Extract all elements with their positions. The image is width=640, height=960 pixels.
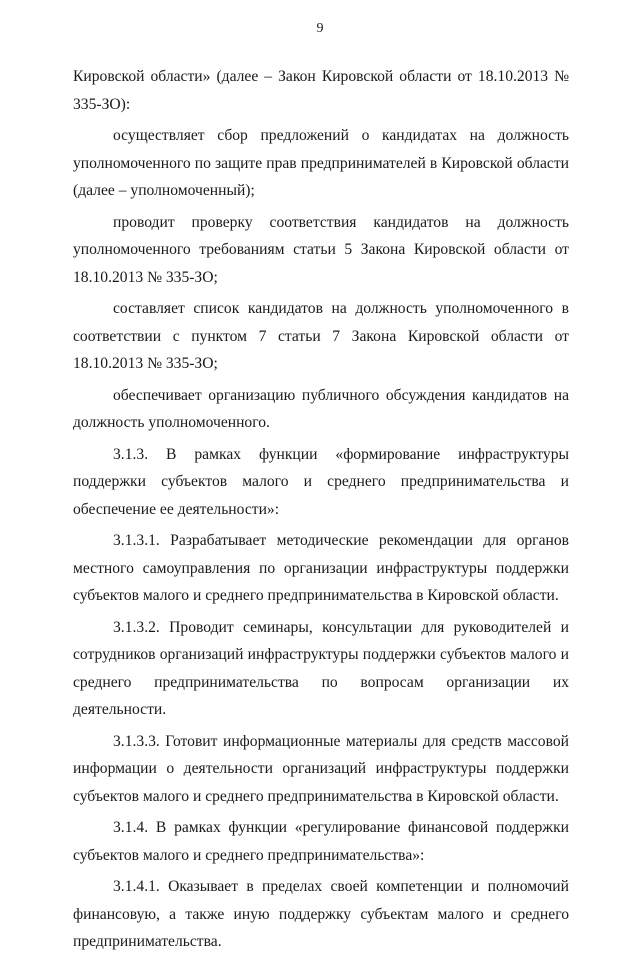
paragraph: проводит проверку соответствия кандидатов на должность уполномоченного требованиям статьи 5 Закона Кировской области от 18.10.2013 № 335-ЗО; [73, 213, 569, 286]
paragraph: 3.1.3. В рамках функции «формирование инфраструктуры поддержки субъектов малого и среднего предпринимательства и обеспечение ее деятельности»: [73, 445, 569, 518]
page-number: 9 [316, 21, 324, 36]
paragraph: 3.1.3.2. Проводит семинары, консультации для руководителей и сотрудников организаций инфраструктуры поддержки субъектов малого и среднего предпринимательства по вопросам организации их деятельности. [73, 618, 569, 718]
paragraph: осуществляет сбор предложений о кандидатах на должность уполномоченного по защите прав предпринимателей в Кировской области (далее – уполномоченный); [73, 127, 569, 199]
paragraph: Кировской области» (далее – Закон Кировской области от 18.10.2013 № 335-ЗО): [73, 68, 569, 113]
document-body [73, 63, 569, 960]
paragraph: 3.1.4.1. Оказывает в пределах своей компетенции и полномочий финансовую, а также иную поддержку субъектам малого и среднего предпринимательства. [73, 878, 569, 950]
paragraph: 3.1.3.3. Готовит информационные материалы для средств массовой информации о деятельности организаций инфраструктуры поддержки субъектов малого и среднего предпринимательства в Кировской области. [73, 732, 569, 805]
paragraph: 3.1.3.1. Разрабатывает методические рекомендации для органов местного самоуправления по организации инфраструктуры поддержки субъектов малого и среднего предпринимательства в Кировской области. [73, 532, 569, 604]
paragraph: составляет список кандидатов на должность уполномоченного в соответствии с пунктом 7 статьи 7 Закона Кировской области от 18.10.2013 № 335-ЗО; [73, 300, 569, 372]
paragraph: обеспечивает организацию публичного обсуждения кандидатов на должность уполномоченного. [73, 386, 569, 431]
paragraph: 3.1.4. В рамках функции «регулирование финансовой поддержки субъектов малого и среднего предпринимательства»: [73, 819, 569, 864]
